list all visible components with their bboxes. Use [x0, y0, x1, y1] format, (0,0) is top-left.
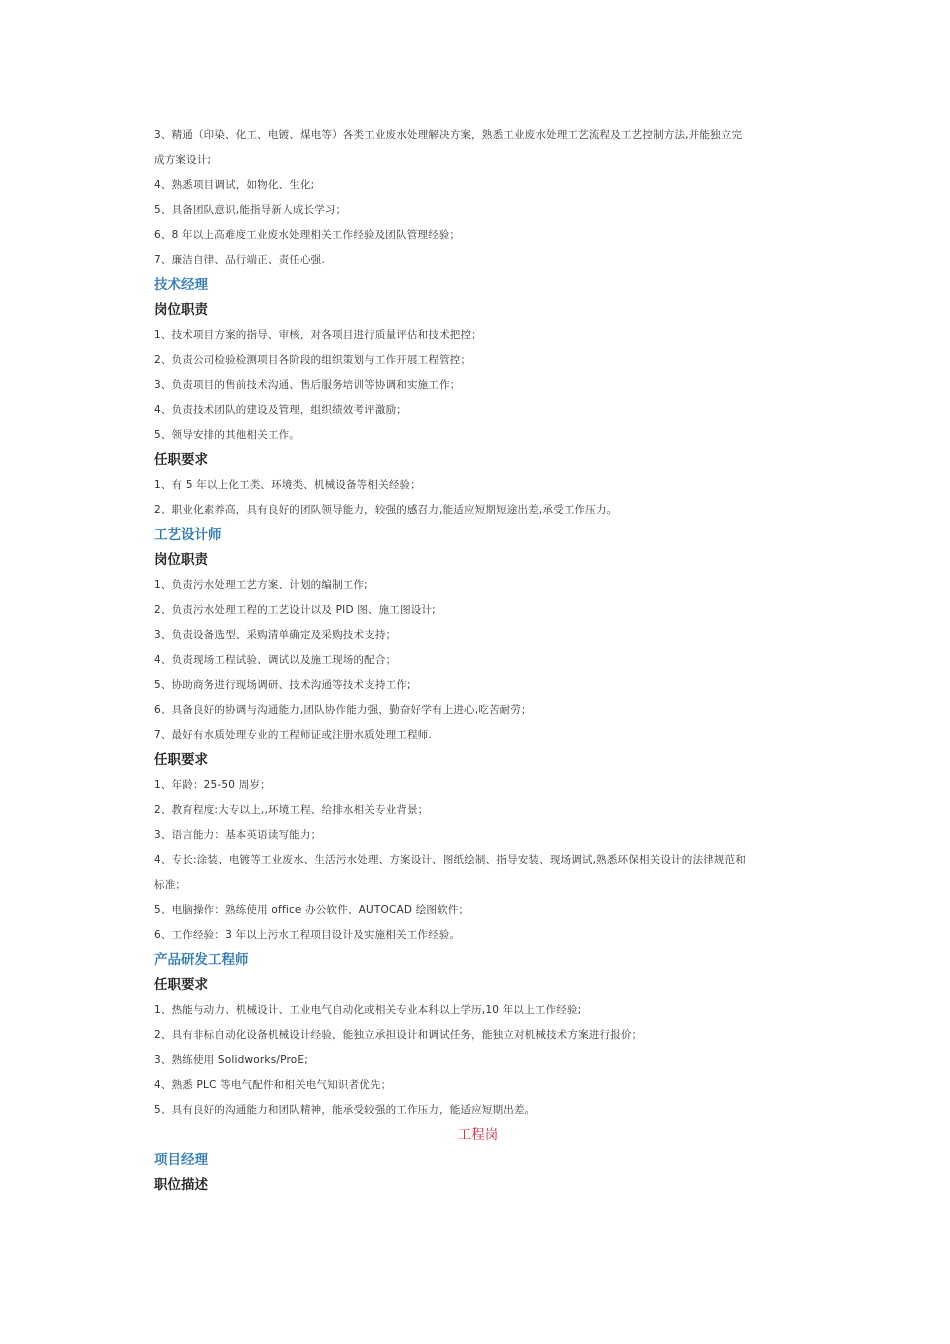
section-heading: 技术经理 [154, 277, 208, 293]
section-heading: 项目经理 [154, 1152, 208, 1168]
body-text-line: 5、领导安排的其他相关工作。 [154, 429, 300, 441]
body-text-line: 6、具备良好的协调与沟通能力,团队协作能力强，勤奋好学有上进心,吃苦耐劳； [154, 704, 532, 716]
section-heading: 工艺设计师 [154, 527, 222, 543]
body-text-line: 4、专长:涂装、电镀等工业废水、生活污水处理、方案设计、图纸绘制、指导安装、现场调试,熟悉环保相关设计的法律规范和 [154, 854, 746, 866]
document-page [154, 123, 802, 1198]
body-text-line: 3、熟练使用 Solidworks/ProE; [154, 1054, 308, 1066]
body-text-line: 1、有 5 年以上化工类、环境类、机械设备等相关经验； [154, 479, 421, 491]
body-text-line: 5、协助商务进行现场调研、技术沟通等技术支持工作; [154, 679, 411, 691]
section-heading: 产品研发工程师 [154, 952, 249, 968]
body-text-line: 4、负责技术团队的建设及管理，组织绩效考评激励； [154, 404, 407, 416]
body-text-line: 7、廉洁自律、品行端正、责任心强. [154, 254, 325, 266]
body-text-line: 标准； [154, 879, 187, 891]
subsection-heading: 岗位职责 [154, 302, 208, 318]
body-text-line: 3、语言能力：基本英语读写能力； [154, 829, 322, 841]
subsection-heading: 任职要求 [154, 752, 208, 768]
body-text-line: 1、年龄：25-50 周岁； [154, 779, 271, 791]
body-text-line: 2、教育程度:大专以上,,环境工程、给排水相关专业背景； [154, 804, 429, 816]
body-text-line: 2、职业化素养高，具有良好的团队领导能力，较强的感召力,能适应短期短途出差,承受工作压力。 [154, 504, 618, 516]
body-text-line: 2、具有非标自动化设备机械设计经验，能独立承担设计和调试任务，能独立对机械技术方案进行报价； [154, 1029, 643, 1041]
body-text-line: 5、电脑操作：熟练使用 office 办公软件、AUTOCAD 绘图软件； [154, 904, 470, 916]
body-text-line: 1、负责污水处理工艺方案、计划的编制工作; [154, 579, 368, 591]
body-text-line: 3、精通（印染、化工、电镀、煤电等）各类工业废水处理解决方案，熟悉工业废水处理工艺流程及工艺控制方法,并能独立完 [154, 129, 743, 141]
body-text-line: 3、负责项目的售前技术沟通、售后服务培训等协调和实施工作； [154, 379, 461, 391]
body-text-line: 6、8 年以上高难度工业废水处理相关工作经验及团队管理经验； [154, 229, 461, 241]
subsection-heading: 岗位职责 [154, 552, 208, 568]
body-text-line: 4、熟悉项目调试，如物化、生化; [154, 179, 315, 191]
subsection-heading: 职位描述 [154, 1177, 208, 1193]
category-heading: 工程岗 [457, 1127, 499, 1143]
body-text-line: 4、熟悉 PLC 等电气配件和相关电气知识者优先； [154, 1079, 392, 1091]
body-text-line: 5、具备团队意识,能指导新人成长学习； [154, 204, 347, 216]
body-text-line: 2、负责污水处理工程的工艺设计以及 PID 图、施工图设计; [154, 604, 436, 616]
body-text-line: 1、热能与动力、机械设计、工业电气自动化或相关专业本科以上学历,10 年以上工作经验; [154, 1004, 582, 1016]
body-text-line: 成方案设计; [154, 154, 212, 166]
body-text-line: 1、技术项目方案的指导、审核，对各项目进行质量评估和技术把控； [154, 329, 482, 341]
body-text-line: 6、工作经验：3 年以上污水工程项目设计及实施相关工作经验。 [154, 929, 461, 941]
subsection-heading: 任职要求 [154, 977, 208, 993]
body-text-line: 7、最好有水质处理专业的工程师证或注册水质处理工程师. [154, 729, 432, 741]
body-text-line: 3、负责设备选型、采购清单确定及采购技术支持； [154, 629, 397, 641]
body-text-line: 5、具有良好的沟通能力和团队精神，能承受较强的工作压力，能适应短期出差。 [154, 1104, 536, 1116]
subsection-heading: 任职要求 [154, 452, 208, 468]
body-text-line: 2、负责公司检验检测项目各阶段的组织策划与工作开展工程管控； [154, 354, 472, 366]
body-text-line: 4、负责现场工程试验、调试以及施工现场的配合； [154, 654, 397, 666]
